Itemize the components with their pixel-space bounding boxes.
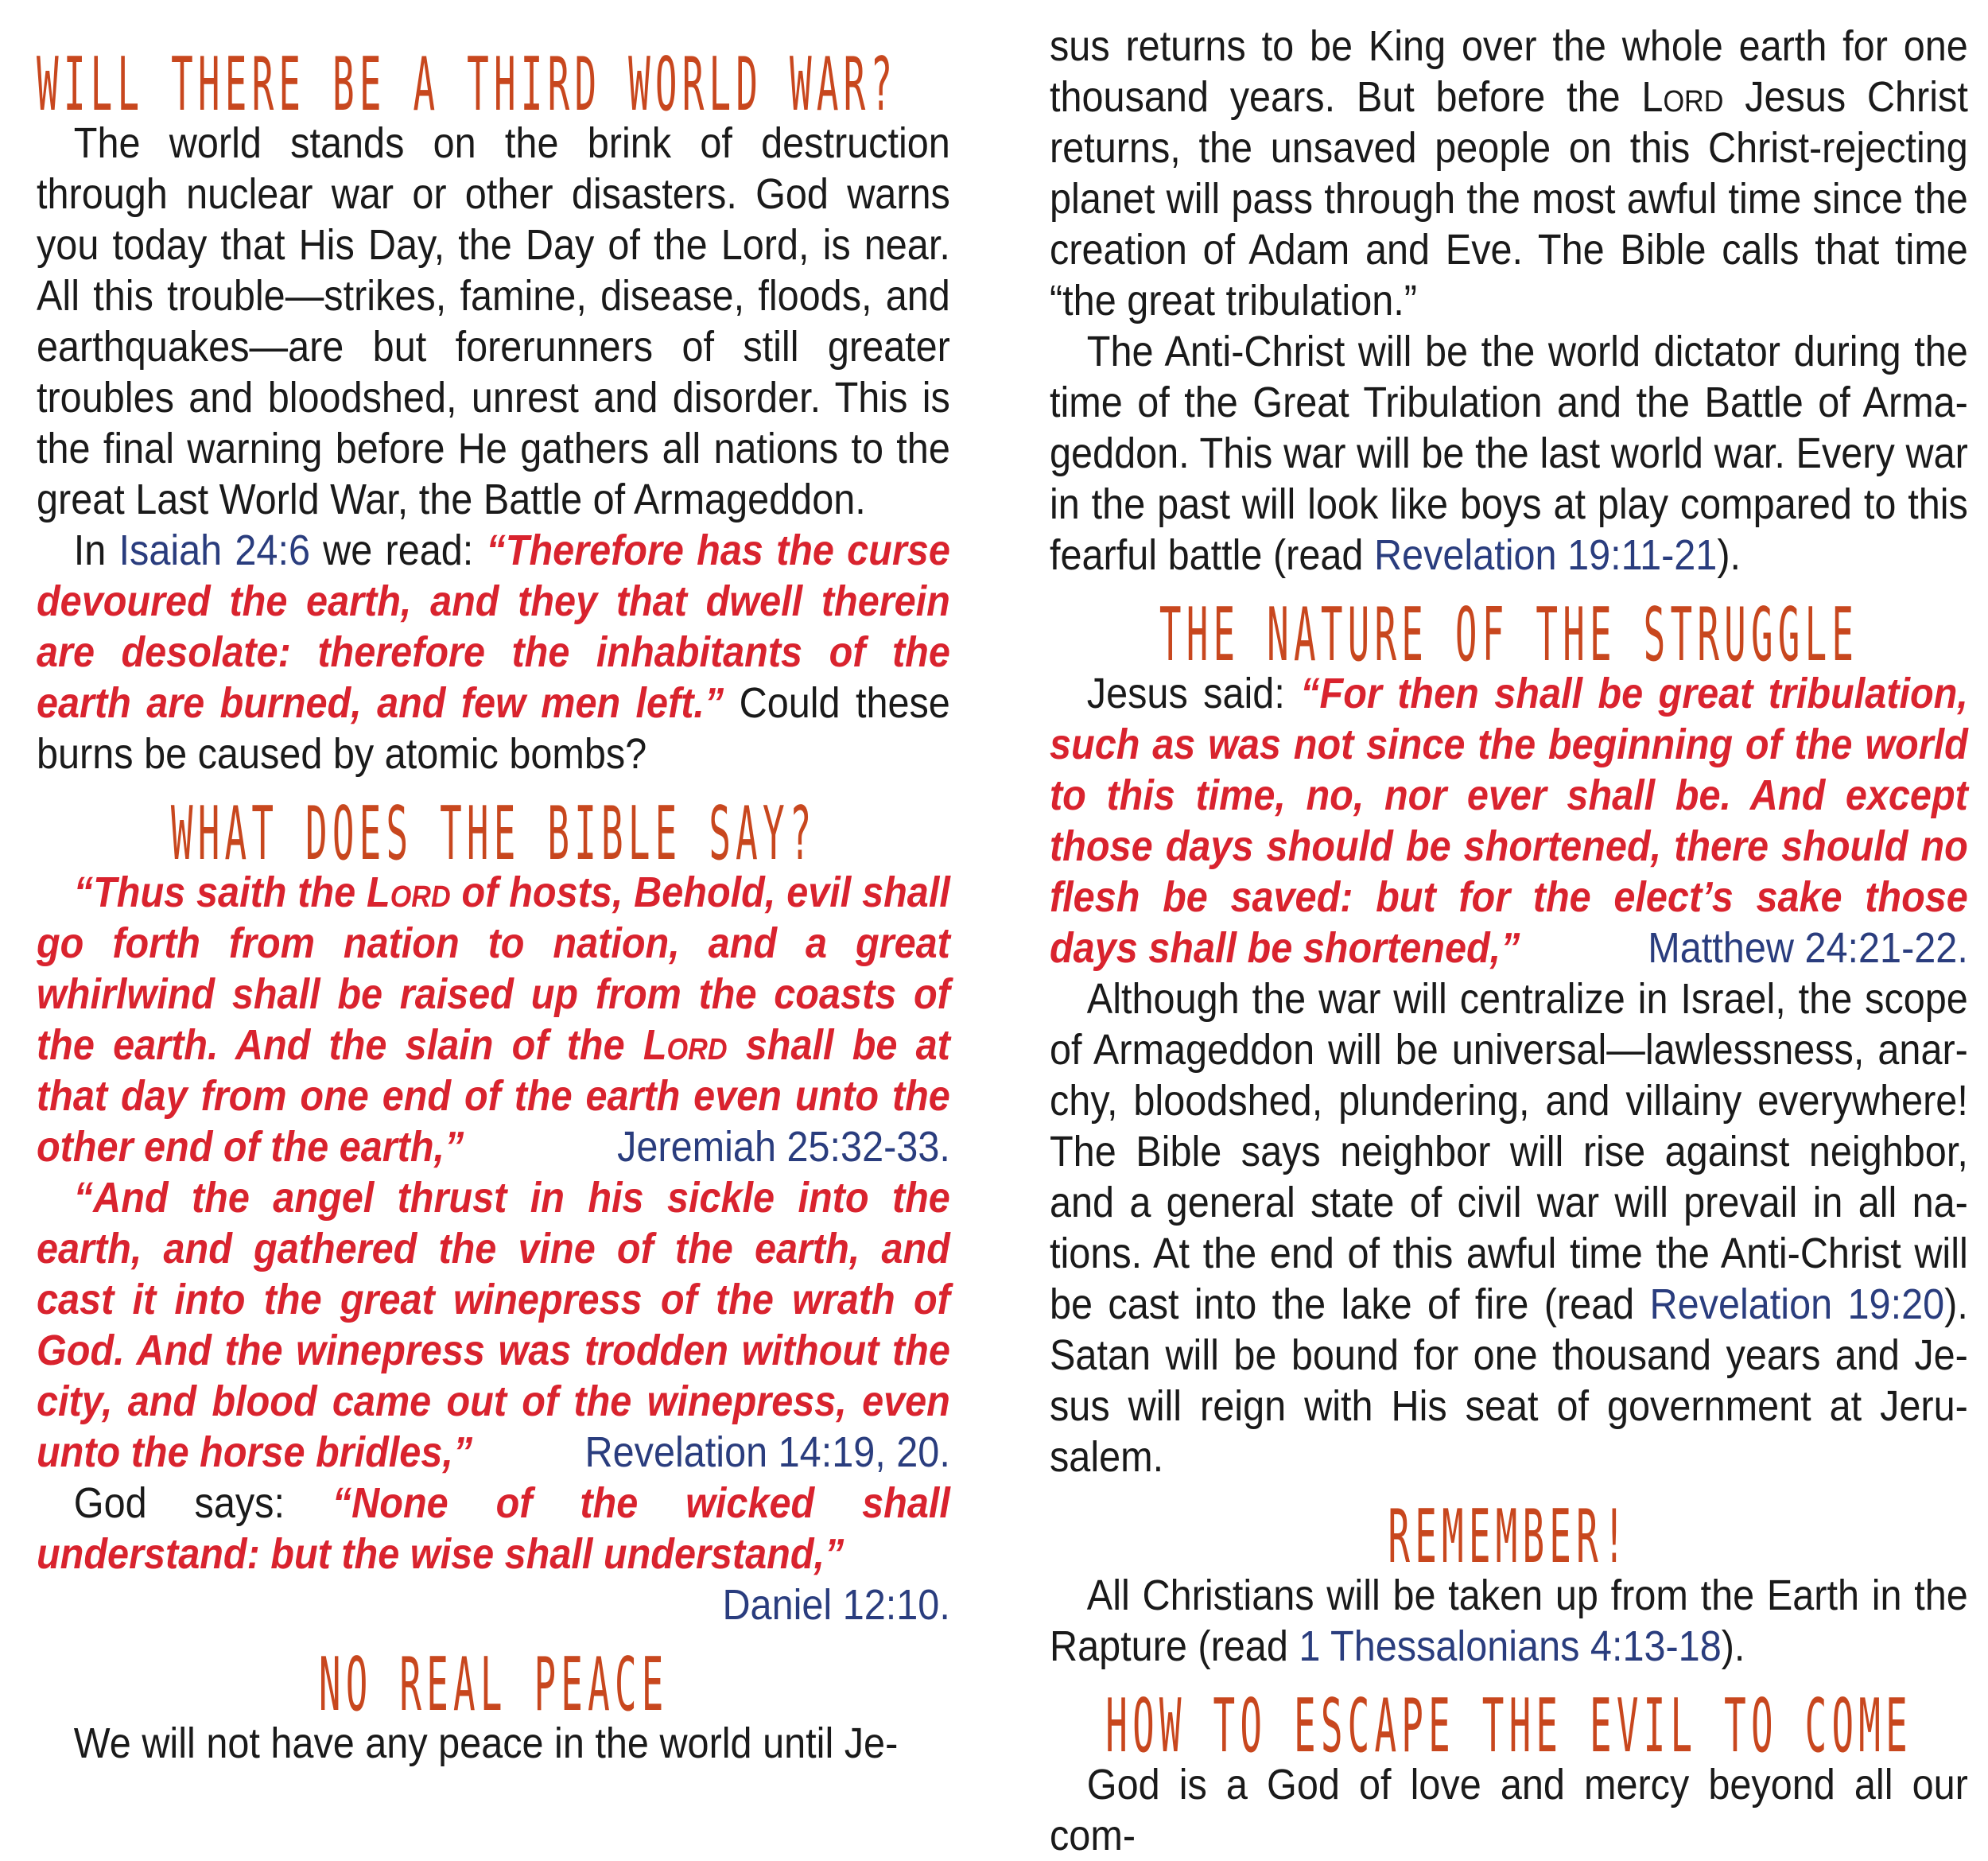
text: Lord (367, 868, 451, 916)
ref-isaiah[interactable]: Isaiah 24:6 (118, 526, 310, 574)
paragraph-isaiah (37, 525, 950, 779)
heading-remember: REMEMBER! (1388, 1494, 1631, 1580)
quote-jeremiah (37, 867, 950, 1172)
paragraph-antichrist (1050, 326, 1968, 581)
paragraph-scope (1050, 973, 1968, 1482)
ref-revelation-14[interactable]: Revelation 14:19, 20. (584, 1428, 950, 1476)
paragraph-god-love: God is a God of love and mercy beyond all our com- (1050, 1761, 1968, 1859)
text: Lord (1641, 73, 1724, 121)
text: Lord (643, 1021, 728, 1069)
text: All Christians will be taken up from the Earth in the Rapture (read (1050, 1572, 1968, 1670)
quote-daniel: “None of the wicked shall understand: but the wise shall understand,” (37, 1479, 950, 1578)
text: Although the war will centralize in Israel, the scope of Armageddon will be universal—lawlessness, anar-chy, bloodshed, plundering, and villainy everywhere! The Bible says neighbor will rise against neighbor, and a general state of civil war will prevail in all na-tions. At the end of this awful time the Anti-Christ will be cast into the lake of fire (read (1050, 975, 1968, 1328)
quote-matthew: “For then shall be great tribulation, such as was not since the beginning of the world to this time, no, nor ever shall be. And except those days should be shortened, there should no flesh be saved: but for the elect’s sake those days shall be shortened,” (1050, 670, 1968, 972)
text: In (73, 526, 119, 574)
paragraph-jesus-said (1050, 668, 1968, 973)
ref-revelation-19-20[interactable]: Revelation 19:20 (1649, 1280, 1945, 1328)
ref-matthew[interactable]: Matthew 24:21-22. (1648, 924, 1968, 972)
right-column (1050, 0, 1969, 1859)
text: “Thus saith the (73, 868, 367, 916)
ref-daniel[interactable]: Daniel 12:10. (722, 1581, 950, 1629)
heading-third-world-war: WILL THERE BE A THIRD WORLD WAR? (37, 42, 898, 128)
text: ). (1721, 1622, 1745, 1670)
text: we read: (309, 526, 487, 574)
text: Jesus Christ returns, the unsaved people on this Christ-rejecting planet will pass through the most awful time since the creation of Adam and Eve. The Bible calls that time “the great tribulation.” (1050, 73, 1968, 324)
heading-nature-struggle: THE NATURE OF THE STRUGGLE (1159, 592, 1859, 678)
text: God says: (73, 1479, 332, 1527)
paragraph-rapture (1050, 1570, 1968, 1672)
ref-jeremiah[interactable]: Jeremiah 25:32-33. (617, 1123, 950, 1171)
text: Could these burns be caused by atomic bombs? (37, 679, 950, 778)
heading-bible-say: WHAT DOES THE BIBLE SAY? (171, 791, 817, 877)
text: ). Satan will be bound for one thousand years and Je-sus will reign with His seat of government at Jeru-salem. (1050, 1280, 1968, 1481)
quote-revelation-14 (37, 1172, 950, 1478)
ref-revelation-19-11[interactable]: Revelation 19:11-21 (1373, 531, 1718, 579)
left-column (37, 0, 951, 1836)
paragraph-daniel (37, 1478, 950, 1579)
quote-isaiah: “Therefore has the curse devoured the earth, and they that dwell therein are desolate: therefore the inhabitants of the earth are burned, and few men left.” (37, 526, 950, 727)
text: ). (1717, 531, 1741, 579)
ref-daniel-line (37, 1579, 950, 1630)
paragraph-king (1050, 21, 1968, 326)
paragraph-brink: The world stands on the brink of destruction through nuclear war or other disasters. God warns you today that His Day, the Day of the Lord, is near. All this trouble—strikes, famine, disease, floods, and earthquakes—are but forerunners of still greater troubles and bloodshed, unrest and disorder. This is the final warning before He gathers all nations to the great Last World War, the Battle of Armageddon. (37, 119, 950, 523)
text: of hosts, Behold, evil shall go forth from nation to nation, and a great whirlwind shall be raised up from the coasts of the earth. And the slain of the (37, 868, 950, 1069)
heading-no-real-peace: NO REAL PEACE (319, 1642, 669, 1728)
text: sus returns to be King over the whole earth for one thousand years. But before the (1050, 22, 1968, 121)
text: shall be at that day from one end of the earth even unto the other end of the earth,” (37, 1021, 950, 1171)
text: Jesus said: (1086, 670, 1301, 717)
paragraph-peace: We will not have any peace in the world until Je- (73, 1719, 899, 1767)
ref-thessalonians[interactable]: 1 Thessalonians 4:13-18 (1299, 1622, 1722, 1670)
text: The Anti-Christ will be the world dictator during the time of the Great Tribulation and the Battle of Arma-geddon. This war will be the last world war. Every war in the past will look like boys at play compared to this fearful battle (read (1050, 328, 1968, 579)
heading-escape: HOW TO ESCAPE THE EVIL TO COME (1105, 1684, 1913, 1770)
text: “And the angel thrust in his sickle into the earth, and gathered the vine of the earth, and cast it into the great winepress of the wrath of God. And the winepress was trodden without the city, and blood came out of the winepress, even unto the horse bridles,” (37, 1174, 950, 1476)
